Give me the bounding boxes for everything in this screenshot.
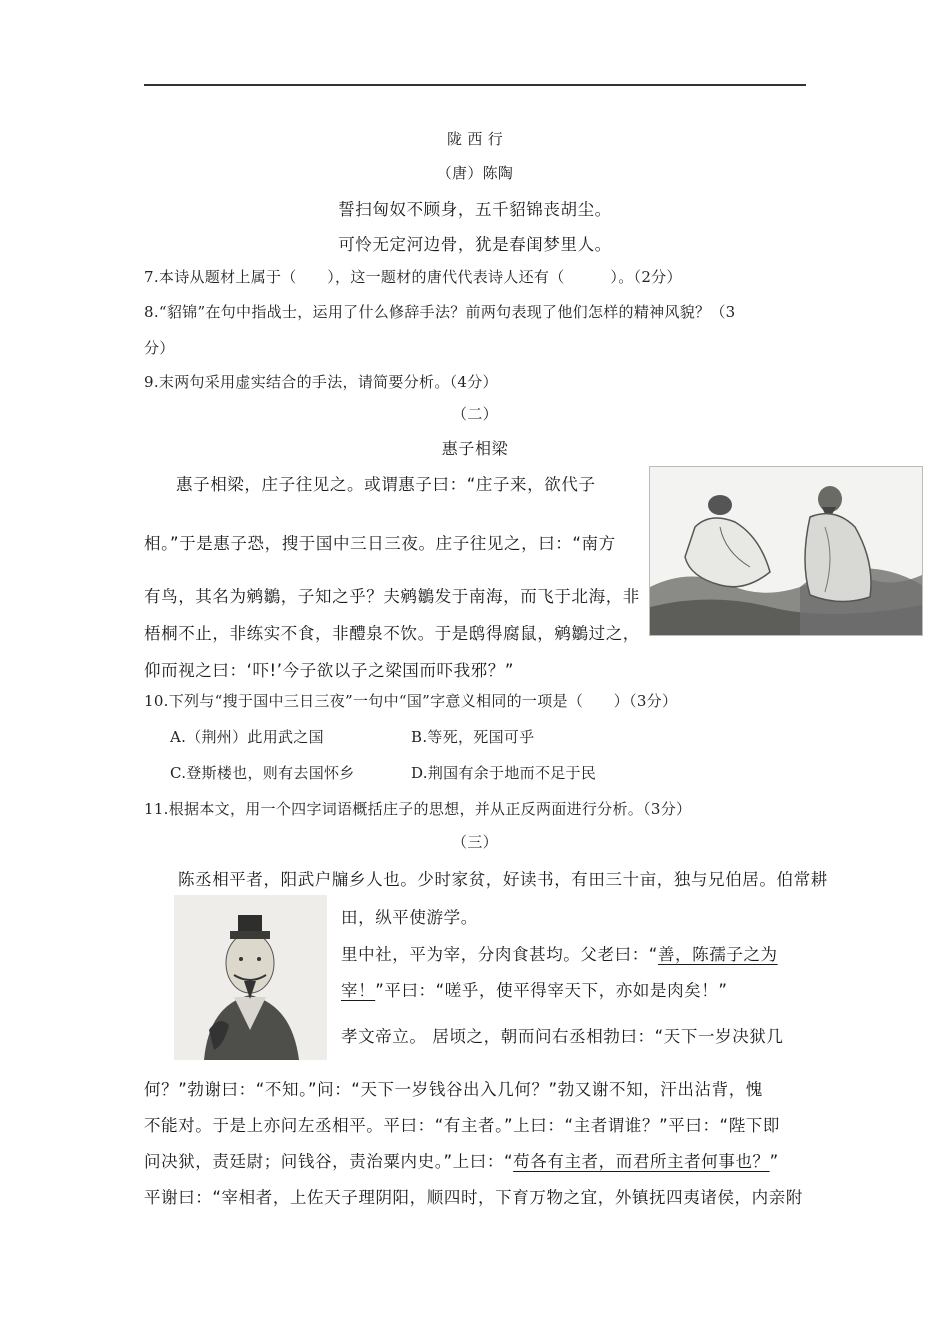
poem-title: 陇 西 行 <box>446 130 504 148</box>
passage-3-line-9: 平谢曰：“宰相者，上佐天子理阴阳，顺四时，下育万物之宜，外镇抚四夷诸侯，内亲附 <box>144 1188 803 1207</box>
passage-2-line-4: 梧桐不止，非练实不食，非醴泉不饮。于是鸱得腐鼠，鹓鶵过之， <box>144 624 640 643</box>
section-2-mark: （二） <box>452 405 498 423</box>
question-11: 11.根据本文，用一个四字词语概括庄子的思想，并从正反两面进行分析。（3分） <box>144 800 692 818</box>
question-8-cont: 分） <box>144 339 175 357</box>
question-9: 9.末两句采用虚实结合的手法，请简要分析。（4分） <box>144 373 498 391</box>
header-rule <box>144 84 806 86</box>
passage-2-line-3: 有鸟，其名为鹓鶵，子知之乎？夫鹓鶵发于南海，而飞于北海，非 <box>144 587 640 606</box>
passage-3-line-2: 田，纵平使游学。 <box>341 908 478 927</box>
passage-3-line-5: 孝文帝立。 居顷之，朝而问右丞相勃曰：“天下一岁决狱几 <box>341 1027 784 1046</box>
passage-3-line-4-text: ”平曰：“嗟乎，使平得宰天下，亦如是肉矣！” <box>375 981 728 1000</box>
question-8: 8.“貂锦”在句中指战士，运用了什么修辞手法？前两句表现了他们怎样的精神风貌？（3 <box>144 303 736 321</box>
passage-2-line-1: 惠子相梁，庄子往见之。或谓惠子曰：“庄子来，欲代子 <box>176 475 596 494</box>
question-10-option-d: D.荆国有余于地而不足于民 <box>411 764 597 782</box>
passage-3-line-7: 不能对。于是上亦问左丞相平。平曰：“有主者。”上曰：“主者谓谁？”平曰：“陛下即 <box>144 1116 780 1135</box>
underlined-quote-1: 善，陈孺子之为 <box>657 945 778 964</box>
passage-3-line-3 <box>341 941 778 965</box>
underlined-quote-2: 苟各有主者，而君所主者何事也？ <box>513 1152 770 1171</box>
question-10-option-b: B.等死，死国可乎 <box>411 728 535 746</box>
question-10: 10.下列与“搜于国中三日三夜”一句中“国”字意义相同的一项是（ ）（3分） <box>144 692 678 710</box>
passage-3-line-8-text: 问决狱，责廷尉；问钱谷，责治粟内史。”上曰：“ <box>144 1152 514 1171</box>
zhuangzi-huizi-illustration <box>649 466 923 636</box>
passage-3-line-3-text: 里中社，平为宰，分肉食甚均。父老曰：“ <box>341 945 658 964</box>
poem-author: （唐）陈陶 <box>436 164 514 182</box>
passage-3-line-8 <box>144 1148 779 1172</box>
passage-3-line-4 <box>341 977 728 1001</box>
poem-line-2: 可怜无定河边骨，犹是春闺梦里人。 <box>338 235 612 254</box>
passage-3-line-1: 陈丞相平者，阳武户牖乡人也。少时家贫，好读书，有田三十亩，独与兄伯居。伯常耕 <box>178 870 828 889</box>
poem-line-1: 誓扫匈奴不顾身，五千貂锦丧胡尘。 <box>338 200 612 219</box>
passage-3-line-6: 何？”勃谢曰：“不知。”问：“天下一岁钱谷出入几何？”勃又谢不知，汗出沾背，愧 <box>144 1080 763 1099</box>
chen-ping-portrait <box>174 895 327 1060</box>
section-2-title: 惠子相梁 <box>441 439 509 458</box>
passage-2-line-5: 仰而视之曰：‘吓!’今子欲以子之梁国而吓我邪？” <box>144 661 515 680</box>
question-10-option-a: A.（荆州）此用武之国 <box>170 728 324 746</box>
section-3-mark: （三） <box>452 833 498 851</box>
question-10-option-c: C.登斯楼也，则有去国怀乡 <box>170 764 355 782</box>
underlined-quote-1-end: 宰！ <box>341 981 376 1000</box>
passage-2-line-2: 相。”于是惠子恐，搜于国中三日三夜。庄子往见之，曰：“南方 <box>144 534 616 553</box>
question-7: 7.本诗从题材上属于（ ），这一题材的唐代代表诗人还有（ ）。（2分） <box>144 268 682 286</box>
passage-3-line-8-end: ” <box>769 1152 779 1171</box>
